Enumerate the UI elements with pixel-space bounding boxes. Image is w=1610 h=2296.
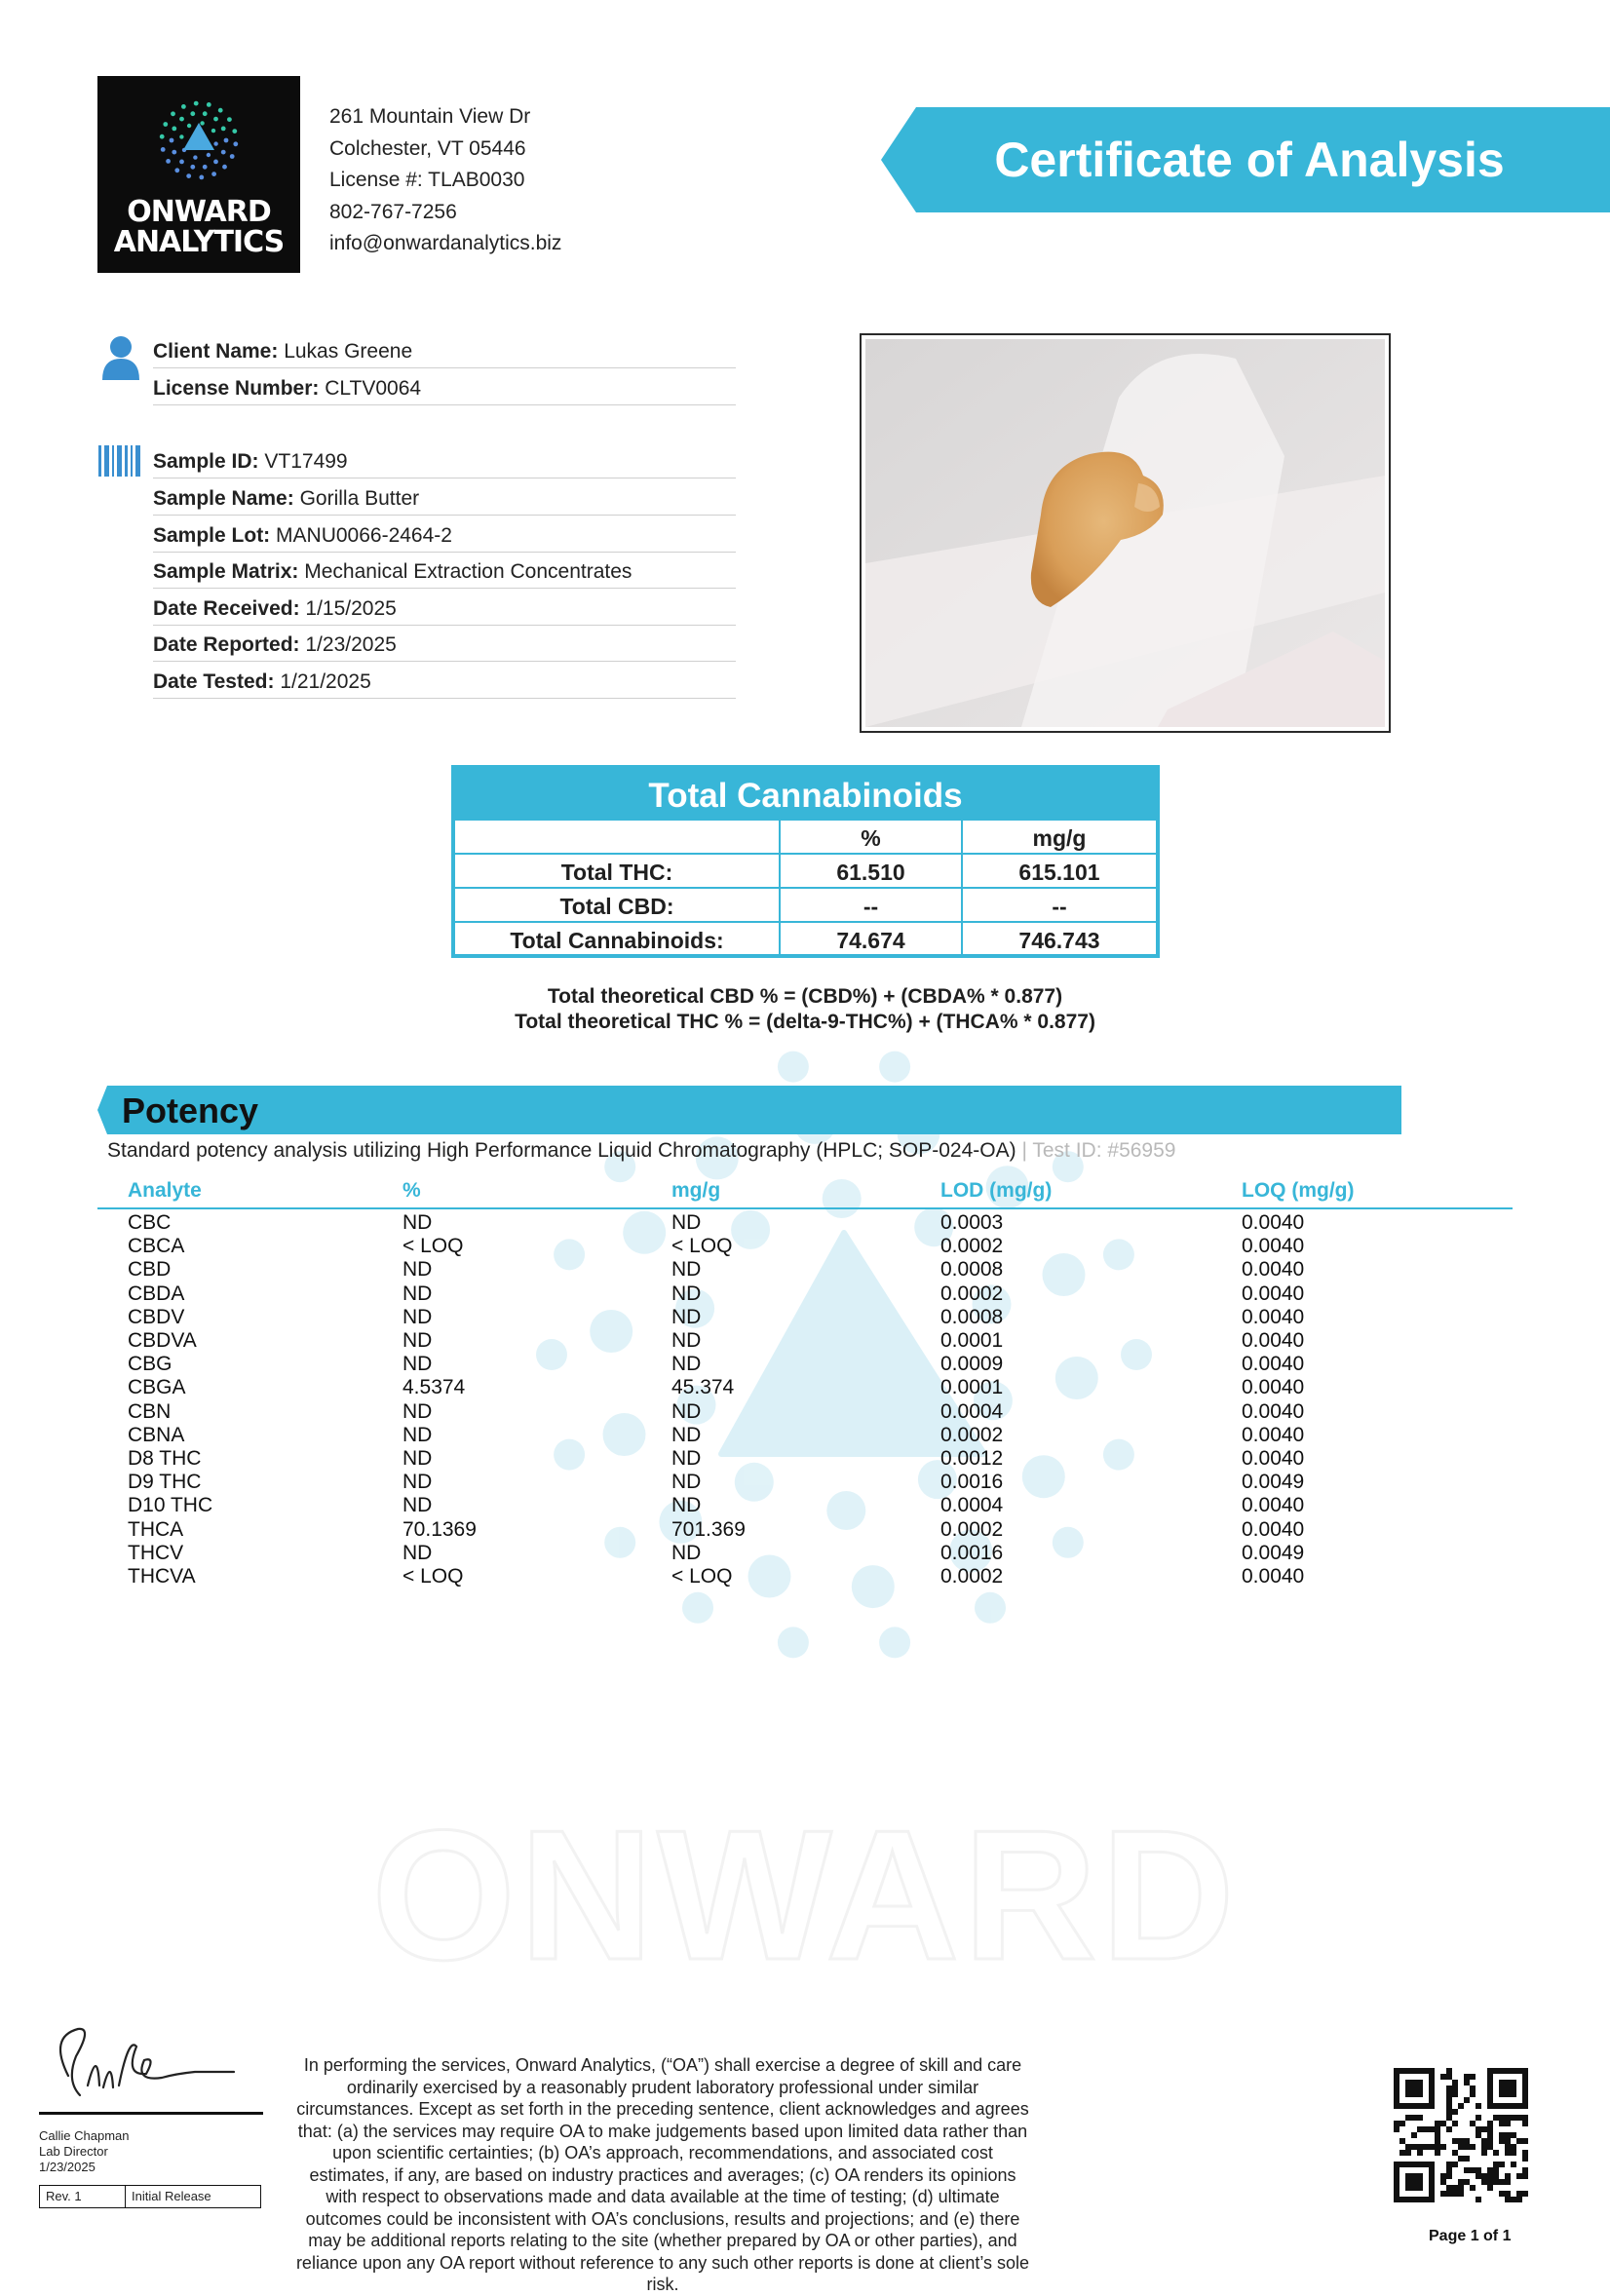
col-lod: LOD (mg/g) — [940, 1179, 1053, 1202]
analyte-cell: CBCA — [128, 1235, 185, 1258]
sample-photo — [860, 333, 1391, 733]
col-loq: LOQ (mg/g) — [1242, 1179, 1355, 1202]
mg-cell: ND — [671, 1211, 702, 1234]
tc-row-pct: 74.674 — [781, 923, 963, 957]
analyte-cell: THCA — [128, 1517, 184, 1541]
loq-cell: 0.0040 — [1242, 1211, 1305, 1234]
mg-cell: 701.369 — [671, 1517, 746, 1541]
tc-row-mg: 615.101 — [1018, 860, 1100, 885]
legal-disclaimer: In performing the services, Onward Analytics, (“OA”) shall exercise a degree of skill and care ordinarily exercised by a reasonably prudent laboratory professional under similar circumstances. Except as set forth in the preceding sentence, client acknowledges and agrees that: (a) the services may require OA to make judgements based upon limited data rather than upon scientific certainties; (b) OA’s approach, recommendations, and associated cost estimates, if any, are based on industry practices and averages; (c) OA renders its opinions with respect to observations made and data available at the time of testing; (d) ultimate outcomes could be inconsistent with OA’s conclusions, results and projections; and (e) there may be additional reports relating to the site (whether prepared by OA or other parties), and reliance upon any OA report without reference to any such other reports is done at client’s sole risk. — [295, 2055, 1030, 2294]
signer-info — [39, 2128, 130, 2175]
sample-lot-label: Sample Lot: — [153, 524, 271, 547]
mg-cell: ND — [671, 1329, 702, 1352]
pct-cell: ND — [402, 1541, 433, 1564]
lab-address — [329, 101, 561, 260]
pct-cell: ND — [402, 1471, 433, 1494]
lod-cell: 0.0009 — [940, 1353, 1004, 1376]
client-name-label: Client Name: — [153, 340, 279, 363]
pct-cell: ND — [402, 1494, 433, 1517]
loq-cell: 0.0040 — [1242, 1447, 1305, 1470]
total-cannabinoids-title: Total Cannabinoids — [455, 769, 1156, 821]
potency-row — [0, 1353, 1610, 1376]
analyte-cell: CBC — [128, 1211, 172, 1234]
potency-description — [107, 1139, 1175, 1163]
logo-line-2: ANALYTICS — [113, 225, 285, 259]
sample-matrix-value: Mechanical Extraction Concentrates — [304, 560, 632, 583]
signed-date: 1/23/2025 — [39, 2160, 96, 2174]
lod-cell: 0.0002 — [940, 1423, 1004, 1446]
loq-cell: 0.0049 — [1242, 1471, 1305, 1494]
potency-title: Potency — [122, 1091, 259, 1130]
date-tested-row — [153, 662, 736, 699]
pct-cell: < LOQ — [402, 1565, 464, 1588]
potency-row — [0, 1565, 1610, 1588]
mg-cell: < LOQ — [671, 1235, 733, 1258]
sample-id-label: Sample ID: — [153, 450, 259, 473]
col-mg: mg/g — [671, 1179, 721, 1202]
lod-cell: 0.0004 — [940, 1399, 1004, 1423]
mg-cell: ND — [671, 1494, 702, 1517]
mg-cell: ND — [671, 1305, 702, 1328]
date-received-row — [153, 589, 736, 626]
svg-text:ONWARD: ONWARD — [371, 1792, 1239, 1999]
qr-code-icon[interactable] — [1394, 2068, 1528, 2202]
loq-cell: 0.0040 — [1242, 1399, 1305, 1423]
potency-row — [0, 1471, 1610, 1494]
lod-cell: 0.0001 — [940, 1329, 1004, 1352]
address-city: Colchester, VT 05446 — [329, 136, 526, 160]
signer-name: Callie Chapman — [39, 2128, 130, 2143]
sample-name-label: Sample Name: — [153, 487, 294, 510]
revision-note: Initial Release — [132, 2189, 211, 2203]
potency-row — [0, 1400, 1610, 1424]
tc-row-mg: 746.743 — [1018, 928, 1100, 953]
tc-row-total-cbd — [455, 889, 1156, 923]
sample-id-value: VT17499 — [264, 450, 348, 473]
tc-row-mg: -- — [1052, 894, 1067, 919]
potency-row — [0, 1518, 1610, 1542]
tc-header-blank — [455, 821, 781, 855]
loq-cell: 0.0040 — [1242, 1329, 1305, 1352]
potency-row — [0, 1258, 1610, 1282]
pct-cell: ND — [402, 1329, 433, 1352]
analyte-cell: THCVA — [128, 1565, 196, 1588]
sample-name-row — [153, 478, 736, 516]
mg-cell: ND — [671, 1471, 702, 1494]
sample-matrix-row — [153, 552, 736, 589]
lod-cell: 0.0016 — [940, 1471, 1004, 1494]
pct-cell: 70.1369 — [402, 1517, 477, 1541]
potency-row — [0, 1542, 1610, 1565]
date-received-value: 1/15/2025 — [305, 597, 397, 620]
mg-cell: ND — [671, 1541, 702, 1564]
potency-row — [0, 1282, 1610, 1306]
lod-cell: 0.0016 — [940, 1541, 1004, 1564]
pct-cell: ND — [402, 1305, 433, 1328]
address-street: 261 Mountain View Dr — [329, 105, 531, 128]
potency-row — [0, 1447, 1610, 1471]
lod-cell: 0.0008 — [940, 1258, 1004, 1282]
potency-table-header — [97, 1174, 1513, 1209]
pct-cell: ND — [402, 1353, 433, 1376]
analyte-cell: D10 THC — [128, 1494, 213, 1517]
signer-title: Lab Director — [39, 2144, 108, 2159]
col-analyte: Analyte — [128, 1179, 202, 1202]
potency-method: Standard potency analysis utilizing High Performance Liquid Chromatography (HPLC; SOP-024-OA) — [107, 1139, 1016, 1162]
analyte-cell: THCV — [128, 1541, 184, 1564]
license-number-value: CLTV0064 — [325, 377, 422, 400]
lod-cell: 0.0002 — [940, 1565, 1004, 1588]
loq-cell: 0.0040 — [1242, 1282, 1305, 1305]
loq-cell: 0.0040 — [1242, 1565, 1305, 1588]
analyte-cell: CBG — [128, 1353, 172, 1376]
tc-row-pct: 61.510 — [781, 855, 963, 889]
mg-cell: ND — [671, 1258, 702, 1282]
analyte-cell: CBDVA — [128, 1329, 197, 1352]
tc-header-pct: % — [781, 821, 963, 855]
loq-cell: 0.0040 — [1242, 1376, 1305, 1399]
total-cannabinoids-table — [451, 765, 1160, 958]
pct-cell: ND — [402, 1211, 433, 1234]
pct-cell: ND — [402, 1423, 433, 1446]
date-reported-value: 1/23/2025 — [305, 633, 397, 656]
pct-cell: ND — [402, 1258, 433, 1282]
lod-cell: 0.0002 — [940, 1235, 1004, 1258]
sample-id-row — [153, 441, 736, 478]
pct-cell: < LOQ — [402, 1235, 464, 1258]
mg-cell: ND — [671, 1423, 702, 1446]
logo-line-1: ONWARD — [127, 195, 271, 229]
barcode-icon — [98, 445, 141, 477]
tc-row-total-cannabinoids — [455, 923, 1156, 957]
mg-cell: ND — [671, 1282, 702, 1305]
date-reported-label: Date Reported: — [153, 633, 300, 656]
test-id: | Test ID: #56959 — [1016, 1139, 1176, 1162]
mg-cell: < LOQ — [671, 1565, 733, 1588]
lod-cell: 0.0012 — [940, 1447, 1004, 1470]
company-logo — [97, 76, 300, 273]
client-name-value: Lukas Greene — [284, 340, 413, 363]
date-received-label: Date Received: — [153, 597, 300, 620]
sample-matrix-label: Sample Matrix: — [153, 560, 299, 583]
pct-cell: ND — [402, 1282, 433, 1305]
page-number: Page 1 of 1 — [1429, 2228, 1512, 2244]
formula-thc: Total theoretical THC % = (delta-9-THC%) + (THCA% * 0.877) — [515, 1011, 1095, 1033]
mg-cell: 45.374 — [671, 1376, 735, 1399]
lod-cell: 0.0002 — [940, 1517, 1004, 1541]
sample-name-value: Gorilla Butter — [299, 487, 420, 510]
formula-cbd: Total theoretical CBD % = (CBD%) + (CBDA% * 0.877) — [547, 985, 1063, 1008]
lod-cell: 0.0004 — [940, 1494, 1004, 1517]
tc-row-pct: -- — [781, 889, 963, 923]
tc-row-label: Total CBD: — [455, 889, 781, 923]
date-reported-row — [153, 625, 736, 662]
potency-section-banner — [97, 1086, 1401, 1134]
loq-cell: 0.0040 — [1242, 1305, 1305, 1328]
lod-cell: 0.0003 — [940, 1211, 1004, 1234]
pct-cell: ND — [402, 1447, 433, 1470]
analyte-cell: D8 THC — [128, 1447, 202, 1470]
client-name-row — [153, 331, 736, 368]
col-pct: % — [402, 1179, 421, 1202]
revision-table — [39, 2185, 261, 2208]
loq-cell: 0.0040 — [1242, 1353, 1305, 1376]
total-cannabinoids-header-row — [455, 821, 1156, 855]
mg-cell: ND — [671, 1447, 702, 1470]
sample-lot-value: MANU0066-2464-2 — [276, 524, 452, 547]
potency-row — [0, 1329, 1610, 1353]
lod-cell: 0.0002 — [940, 1282, 1004, 1305]
potency-row — [0, 1235, 1610, 1258]
analyte-cell: CBDA — [128, 1282, 185, 1305]
tc-row-label: Total Cannabinoids: — [455, 923, 781, 957]
tc-header-mg: mg/g — [1032, 825, 1087, 851]
loq-cell: 0.0040 — [1242, 1494, 1305, 1517]
license-number-label: License Number: — [153, 377, 320, 400]
address-phone: 802-767-7256 — [329, 200, 457, 223]
analyte-cell: CBGA — [128, 1376, 186, 1399]
signature-line — [39, 2112, 263, 2115]
analyte-cell: CBD — [128, 1258, 172, 1282]
pct-cell: ND — [402, 1399, 433, 1423]
date-tested-label: Date Tested: — [153, 670, 275, 693]
potency-row — [0, 1211, 1610, 1235]
loq-cell: 0.0040 — [1242, 1423, 1305, 1446]
potency-row — [0, 1376, 1610, 1399]
address-email: info@onwardanalytics.biz — [329, 232, 562, 254]
potency-row — [0, 1424, 1610, 1447]
loq-cell: 0.0040 — [1242, 1517, 1305, 1541]
loq-cell: 0.0049 — [1242, 1541, 1305, 1564]
lod-cell: 0.0001 — [940, 1376, 1004, 1399]
address-license: License #: TLAB0030 — [329, 169, 525, 191]
tc-row-total-thc — [455, 855, 1156, 889]
analyte-cell: CBDV — [128, 1305, 185, 1328]
analyte-cell: D9 THC — [128, 1471, 202, 1494]
revision-number: Rev. 1 — [40, 2186, 126, 2207]
analyte-cell: CBNA — [128, 1423, 185, 1446]
analyte-cell: CBN — [128, 1399, 172, 1423]
person-icon — [100, 335, 141, 380]
pct-cell: 4.5374 — [402, 1376, 466, 1399]
tc-row-label: Total THC: — [455, 855, 781, 889]
page-title: Certificate of Analysis — [994, 133, 1505, 187]
lod-cell: 0.0008 — [940, 1305, 1004, 1328]
director-signature — [39, 2017, 263, 2115]
mg-cell: ND — [671, 1399, 702, 1423]
coa-title-banner — [881, 107, 1610, 212]
potency-row — [0, 1306, 1610, 1329]
loq-cell: 0.0040 — [1242, 1258, 1305, 1282]
mg-cell: ND — [671, 1353, 702, 1376]
potency-row — [0, 1494, 1610, 1517]
license-number-row — [153, 368, 736, 405]
date-tested-value: 1/21/2025 — [280, 670, 371, 693]
loq-cell: 0.0040 — [1242, 1235, 1305, 1258]
sample-lot-row — [153, 516, 736, 553]
